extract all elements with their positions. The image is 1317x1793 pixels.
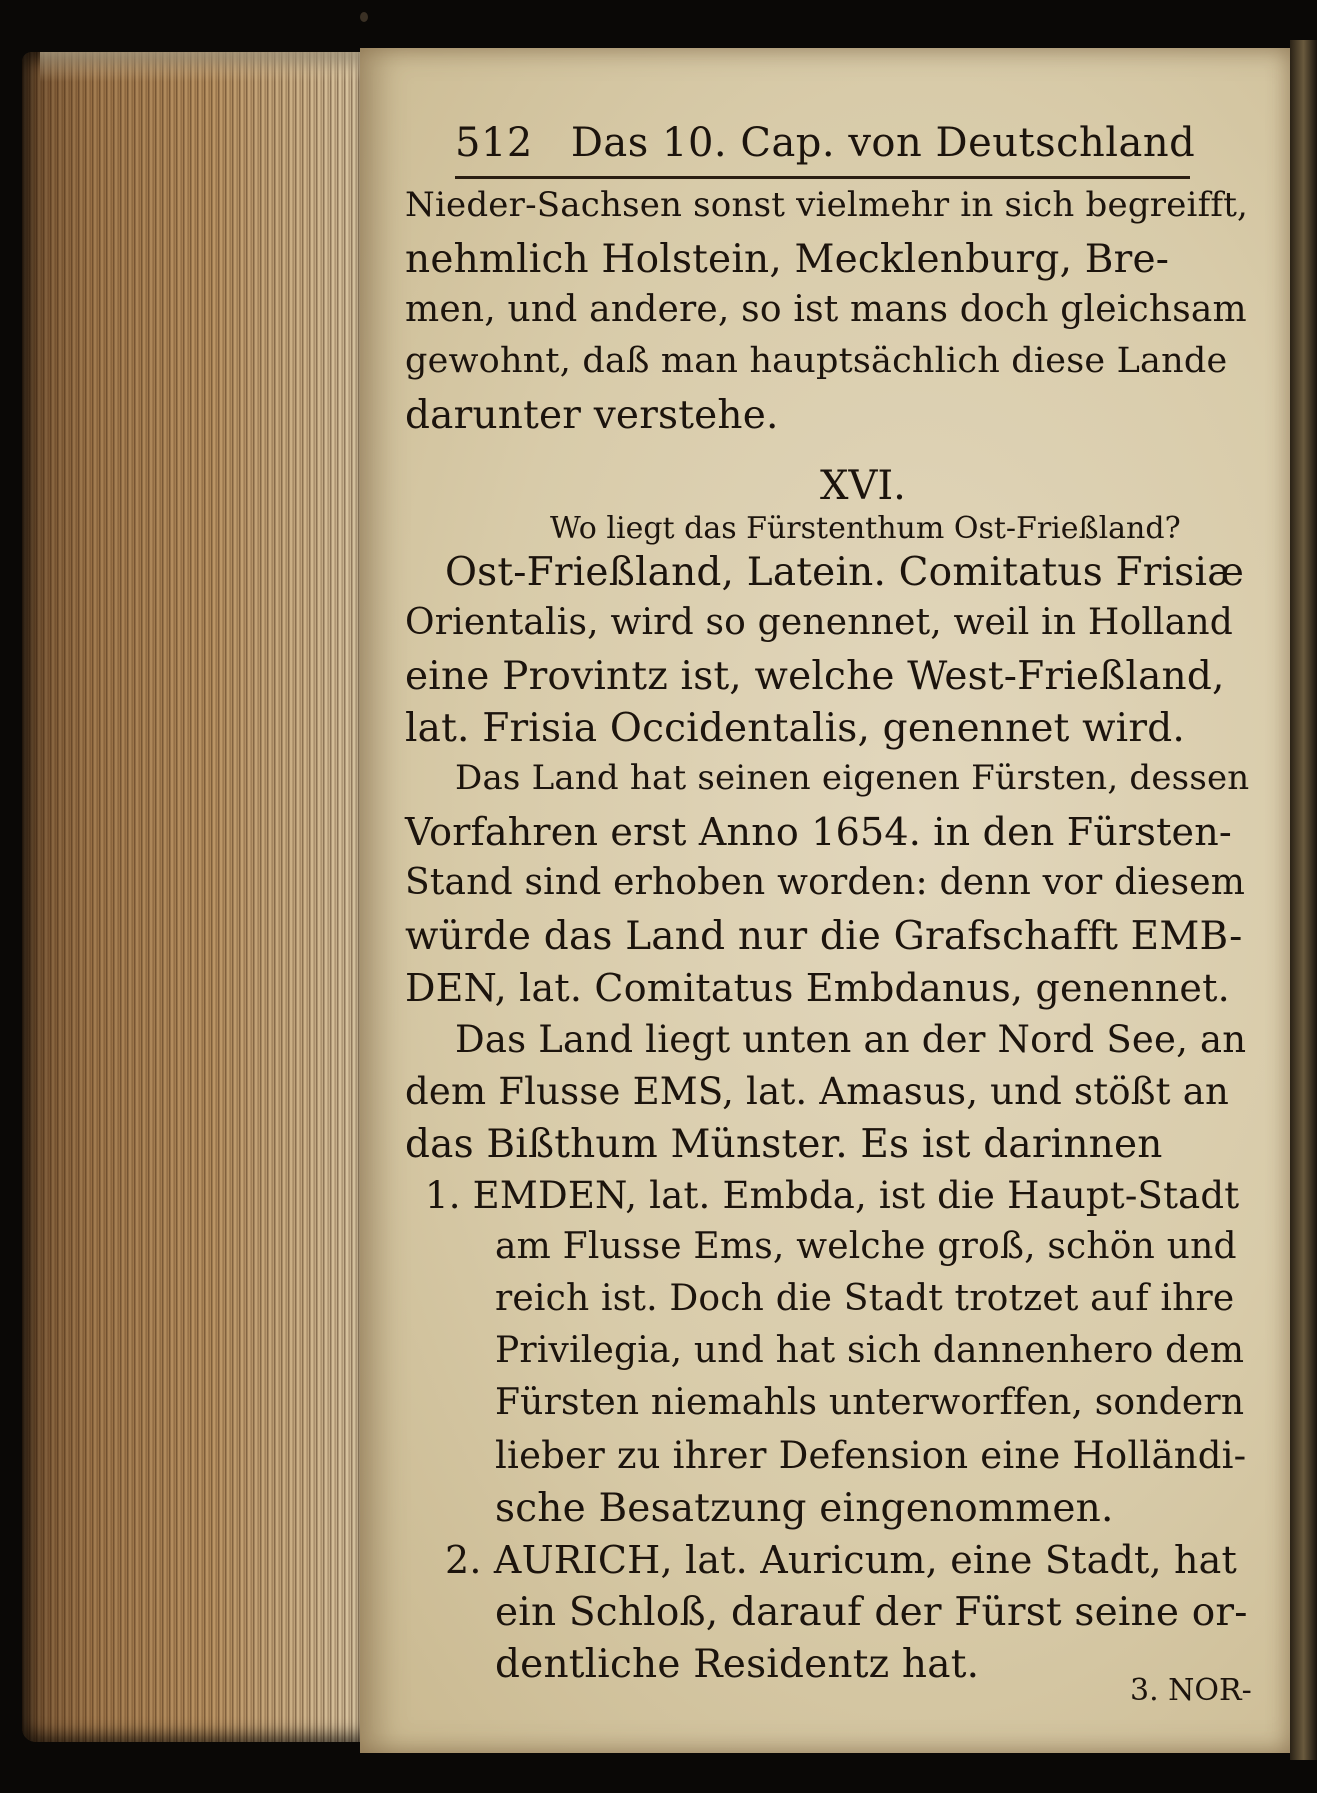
body-line: gewohnt, daß man hauptsächlich diese Lande bbox=[405, 341, 1228, 381]
dust-speck bbox=[360, 12, 368, 22]
list-line: dentliche Residentz hat. bbox=[495, 1642, 980, 1687]
section-line: eine Provintz ist, welche West-Frießland, bbox=[405, 654, 1225, 699]
section-number: XVI. bbox=[820, 463, 906, 509]
section-line: Ost-Frießland, Latein. Comitatus Frisiæ bbox=[445, 550, 1245, 595]
body-line: men, und andere, so ist mans doch gleichsam bbox=[405, 289, 1247, 330]
header-rule bbox=[455, 176, 1190, 179]
section-line: Orientalis, wird so genennet, weil in Holland bbox=[405, 602, 1234, 643]
list-line: sche Besatzung eingenommen. bbox=[495, 1486, 1114, 1531]
list-line: ein Schloß, darauf der Fürst seine or- bbox=[495, 1590, 1248, 1635]
section-line: DEN, lat. Comitatus Embdanus, genennet. bbox=[405, 966, 1230, 1010]
catchword: 3. NOR- bbox=[1130, 1673, 1252, 1708]
page-number: 512 bbox=[455, 120, 533, 166]
list-line: Privilegia, und hat sich dannenhero dem bbox=[495, 1330, 1245, 1371]
list-line: am Flusse Ems, welche groß, schön und bbox=[495, 1226, 1237, 1267]
section-line: Vorfahren erst Anno 1654. in den Fürsten- bbox=[405, 810, 1232, 854]
section-line: Das Land liegt unten an der Nord See, an bbox=[455, 1018, 1247, 1061]
section-line: würde das Land nur die Grafschafft EMB- bbox=[405, 914, 1243, 959]
section-line: dem Flusse EMS, lat. Amasus, und stößt an bbox=[405, 1070, 1229, 1113]
section-question: Wo liegt das Fürstenthum Ost-Frießland? bbox=[550, 511, 1181, 546]
section-line: das Bißthum Münster. Es ist darinnen bbox=[405, 1122, 1163, 1167]
book-fore-edge bbox=[22, 52, 367, 1742]
page-text bbox=[360, 48, 1290, 1753]
facing-page-edge bbox=[1290, 40, 1317, 1760]
running-head bbox=[455, 120, 1195, 166]
printed-page bbox=[360, 48, 1290, 1753]
body-line: darunter verstehe. bbox=[405, 393, 779, 438]
running-title: Das 10. Cap. von Deutschland bbox=[570, 120, 1196, 166]
fore-edge-highlight bbox=[40, 52, 367, 82]
section-line: Stand sind erhoben worden: denn vor diesem bbox=[405, 862, 1246, 903]
section-line: lat. Frisia Occidentalis, genennet wird. bbox=[405, 706, 1185, 751]
list-line: lieber zu ihrer Defension eine Holländi- bbox=[495, 1434, 1247, 1477]
list-line: 1. EMDEN, lat. Embda, ist die Haupt-Stadt bbox=[425, 1174, 1240, 1217]
list-line: reich ist. Doch die Stadt trotzet auf ihre bbox=[495, 1278, 1235, 1319]
list-line: 2. AURICH, lat. Auricum, eine Stadt, hat bbox=[445, 1538, 1238, 1582]
body-line: Nieder-Sachsen sonst vielmehr in sich begreifft, bbox=[405, 185, 1249, 225]
section-line: Das Land hat seinen eigenen Fürsten, dessen bbox=[455, 758, 1250, 798]
list-line: Fürsten niemahls unterworffen, sondern bbox=[495, 1382, 1245, 1423]
body-line: nehmlich Holstein, Mecklenburg, Bre- bbox=[405, 237, 1170, 282]
